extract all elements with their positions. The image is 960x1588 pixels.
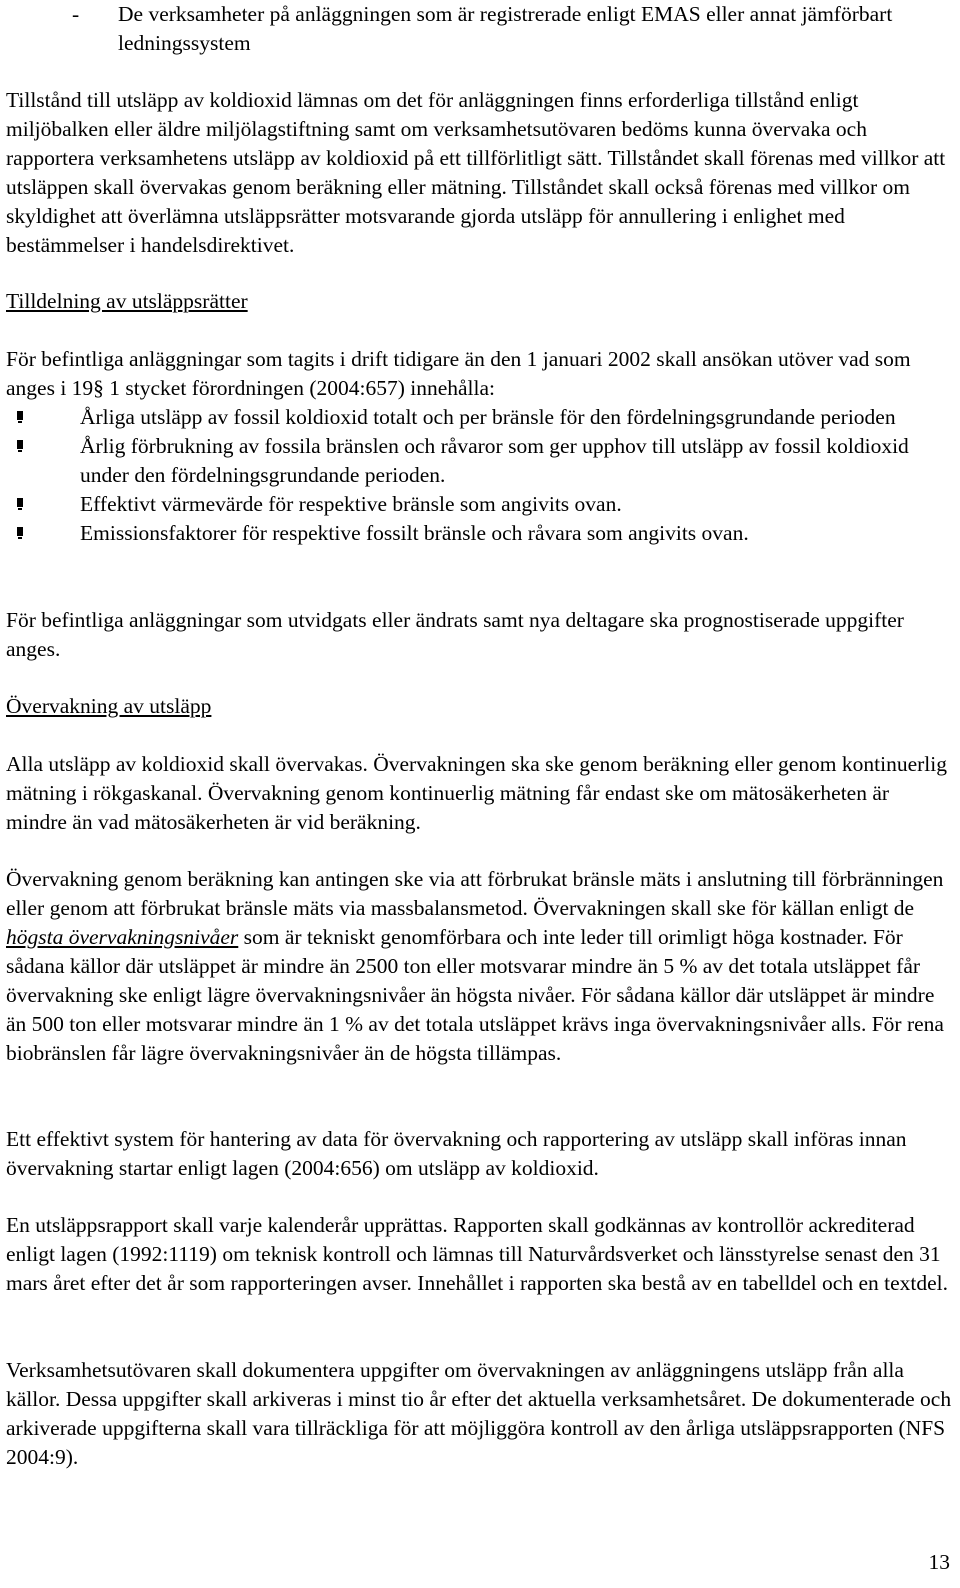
bullet-text: Årliga utsläpp av fossil koldioxid totalt och per bränsle för den fördelningsgrundande perioden [80, 405, 896, 429]
bullet-text: Emissionsfaktorer för respektive fossilt bränsle och råvara som angivits ovan. [80, 521, 749, 545]
bullet-text: Årlig förbrukning av fossila bränslen och råvaror som ger upphov till utsläpp av fossil koldioxid under den fördelningsgrundande perioden. [80, 434, 909, 487]
bullet-list-item [6, 432, 954, 490]
paragraph-emission-report: En utsläppsrapport skall varje kalenderår upprättas. Rapporten skall godkännas av kontrollör ackrediterad enligt lagen (1992:1119) om teknisk kontroll och lämnas till Naturvårdsverket och länsstyrelse senast den 31 mars året efter det år som rapporteringen avser. Innehållet i rapporten ska bestå av en tabelldel och en textdel. [6, 1213, 949, 1295]
page-number: 13 [928, 1550, 950, 1574]
paragraph-documentation: Verksamhetsutövaren skall dokumentera uppgifter om övervakningen av anläggningens utsläpp från alla källor. Dessa uppgifter skall arkiveras i minst tio år efter det aktuella verksamhetsåret. De dokumenterade och arkiverade uppgifterna skall vara tillräckliga för att möjliggöra kontroll av den årliga utsläppsrapporten (NFS 2004:9). [6, 1358, 952, 1469]
square-bullet-icon [16, 440, 24, 452]
emphasis-text: högsta övervakningsnivåer [6, 925, 239, 949]
dash-list-item [72, 0, 948, 58]
heading-monitoring: Övervakning av utsläpp [6, 694, 212, 718]
heading-allocation: Tilldelning av utsläppsrätter [6, 289, 248, 313]
paragraph-monitoring-all: Alla utsläpp av koldioxid skall övervakas. Övervakningen ska ske genom beräkning eller genom kontinuerlig mätning i rökgaskanal. Övervakning genom kontinuerlig mätning får endast ske om mätosäkerheten är mindre än vad mätosäkerheten är vid beräkning. [6, 752, 947, 834]
paragraph-permit: Tillstånd till utsläpp av koldioxid lämnas om det för anläggningen finns erforderliga tillstånd enligt miljöbalken eller äldre miljölagstiftning samt om verksamhetsutövaren bedöms kunna övervaka och rapportera verksamhetens utsläpp av koldioxid på ett tillförlitligt sätt. Tillståndet skall förenas med villkor att utsläppen skall övervakas genom beräkning eller mätning. Tillståndet skall också förenas med villkor om skyldighet att överlämna utsläppsrätter motsvarande gjorda utsläpp för annullering i enlighet med bestämmelser i handelsdirektivet. [6, 88, 946, 257]
paragraph-text: Övervakning genom beräkning kan antingen ske via att förbrukat bränsle mäts i anslutning till förbränningen eller genom att förbrukat bränsle mäts via massbalansmetod. Övervakningen skall ske för källan enligt de [6, 867, 944, 920]
paragraph-data-system: Ett effektivt system för hantering av data för övervakning och rapportering av utsläpp skall införas innan övervakning startar enligt lagen (2004:656) om utsläpp av koldioxid. [6, 1127, 907, 1180]
bullet-list-item [6, 490, 954, 519]
paragraph-new-entrants: För befintliga anläggningar som utvidgats eller ändrats samt nya deltagare ska prognostiserade uppgifter anges. [6, 608, 904, 661]
dash-marker: - [72, 2, 80, 26]
paragraph-text: som är tekniskt genomförbara och inte leder till orimligt höga kostnader. För sådana källor där utsläppet är mindre än 2500 ton eller motsvarar mindre än 5 % av det totala utsläppet får övervakning ske enligt lägre övervakningsnivåer än högsta nivåer. För sådana källor där utsläppet är mindre än 500 ton eller motsvarar mindre än 1 % av det totala utsläppet krävs inga övervakningsnivåer alls. För rena biobränslen får lägre övervakningsnivåer än de högsta tillämpas. [6, 925, 944, 1065]
square-bullet-icon [16, 498, 24, 510]
bullet-list-item [6, 403, 954, 432]
bullet-text: Effektivt värmevärde för respektive bränsle som angivits ovan. [80, 492, 622, 516]
bullet-list-item [6, 519, 954, 548]
paragraph-existing-installations: För befintliga anläggningar som tagits i drift tidigare än den 1 januari 2002 skall ansökan utöver vad som anges i 19§ 1 stycket förordningen (2004:657) innehålla: [6, 347, 911, 400]
paragraph-monitoring-calculation [6, 865, 954, 1068]
dash-list-item-text: De verksamheter på anläggningen som är registrerade enligt EMAS eller annat jämförbart ledningssystem [118, 2, 893, 55]
bullet-list [6, 403, 954, 548]
square-bullet-icon [16, 411, 24, 423]
square-bullet-icon [16, 527, 24, 539]
